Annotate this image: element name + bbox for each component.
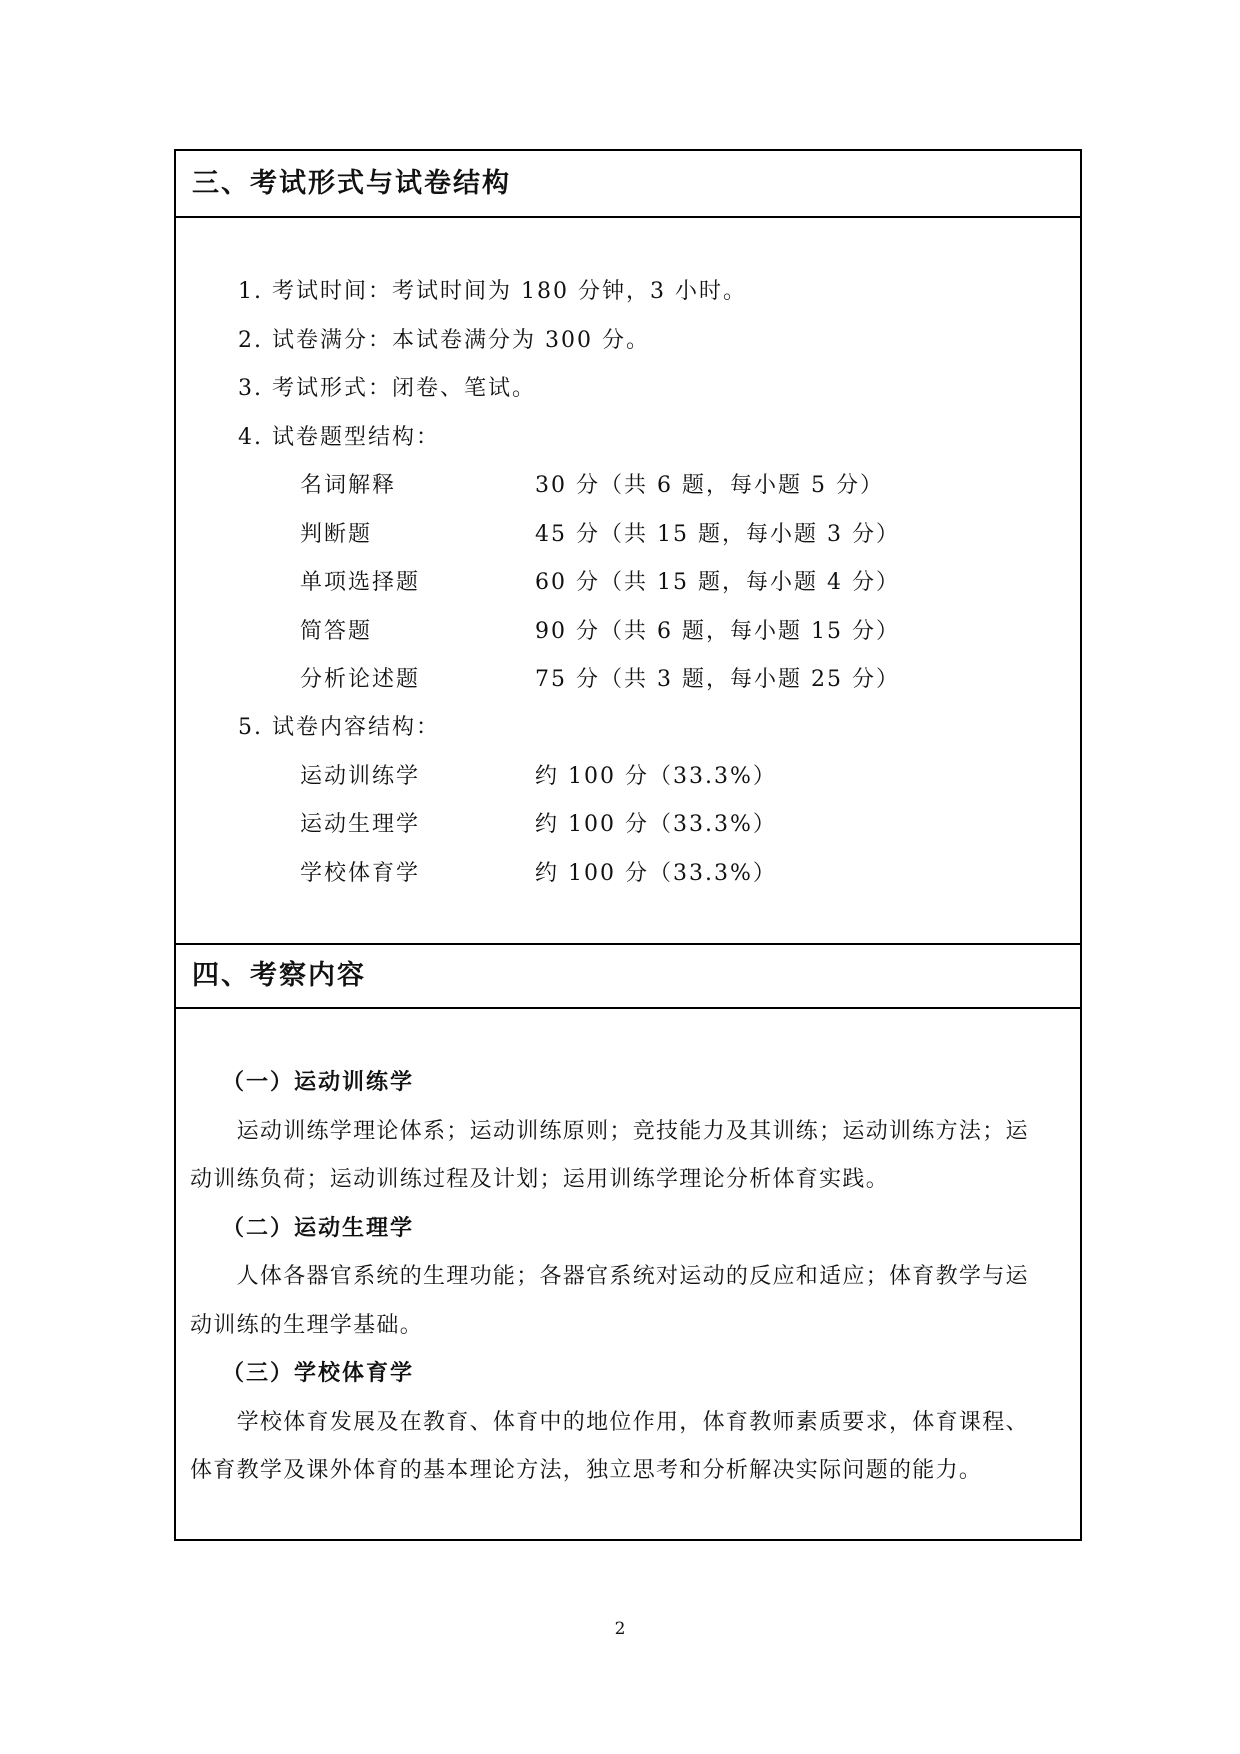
content-structure-label: 5. 试卷内容结构： (238, 715, 440, 740)
question-type-name: 名词解释 (300, 473, 397, 498)
section-heading-exam-content: 四、考察内容 (192, 960, 366, 991)
content-subject-score: 约 100 分（33.3%） (535, 812, 777, 837)
content-subject-name: 学校体育学 (300, 861, 421, 886)
paragraph-line: 动训练的生理学基础。 (190, 1313, 424, 1338)
paragraph-line: 动训练负荷；运动训练过程及计划；运用训练学理论分析体育实践。 (190, 1167, 890, 1192)
question-type-score: 45 分（共 15 题，每小题 3 分） (535, 522, 900, 547)
content-subject-name: 运动生理学 (300, 812, 421, 837)
exam-format-line: 3. 考试形式：闭卷、笔试。 (238, 376, 536, 401)
subsection-title: （一）运动训练学 (222, 1070, 415, 1095)
divider (176, 216, 1080, 218)
content-subject-name: 运动训练学 (300, 764, 421, 789)
paragraph-line: 运动训练学理论体系；运动训练原则；竞技能力及其训练；运动训练方法；运 (190, 1119, 1029, 1144)
divider (176, 943, 1080, 945)
subsection-title: （二）运动生理学 (222, 1216, 415, 1241)
question-type-score: 90 分（共 6 题，每小题 15 分） (535, 619, 900, 644)
question-type-score: 30 分（共 6 题，每小题 5 分） (535, 473, 884, 498)
exam-time-line: 1. 考试时间：考试时间为 180 分钟，3 小时。 (238, 279, 747, 304)
divider (176, 1007, 1080, 1009)
paragraph-line: 学校体育发展及在教育、体育中的地位作用，体育教师素质要求，体育课程、 (190, 1410, 1029, 1435)
exam-outline-table (174, 149, 1082, 1541)
question-type-name: 分析论述题 (300, 667, 421, 692)
content-subject-score: 约 100 分（33.3%） (535, 861, 777, 886)
paragraph-line: 体育教学及课外体育的基本理论方法，独立思考和分析解决实际问题的能力。 (190, 1458, 983, 1483)
content-subject-score: 约 100 分（33.3%） (535, 764, 777, 789)
question-type-name: 单项选择题 (300, 570, 421, 595)
question-type-score: 60 分（共 15 题，每小题 4 分） (535, 570, 900, 595)
page-number: 2 (614, 1619, 626, 1639)
full-score-line: 2. 试卷满分：本试卷满分为 300 分。 (238, 328, 650, 353)
section-heading-exam-format: 三、考试形式与试卷结构 (192, 168, 511, 199)
question-types-label: 4. 试卷题型结构： (238, 425, 440, 450)
paragraph-line: 人体各器官系统的生理功能；各器官系统对运动的反应和适应；体育教学与运 (190, 1264, 1029, 1289)
question-type-score: 75 分（共 3 题，每小题 25 分） (535, 667, 900, 692)
subsection-title: （三）学校体育学 (222, 1361, 415, 1386)
question-type-name: 判断题 (300, 522, 373, 547)
question-type-name: 简答题 (300, 619, 373, 644)
